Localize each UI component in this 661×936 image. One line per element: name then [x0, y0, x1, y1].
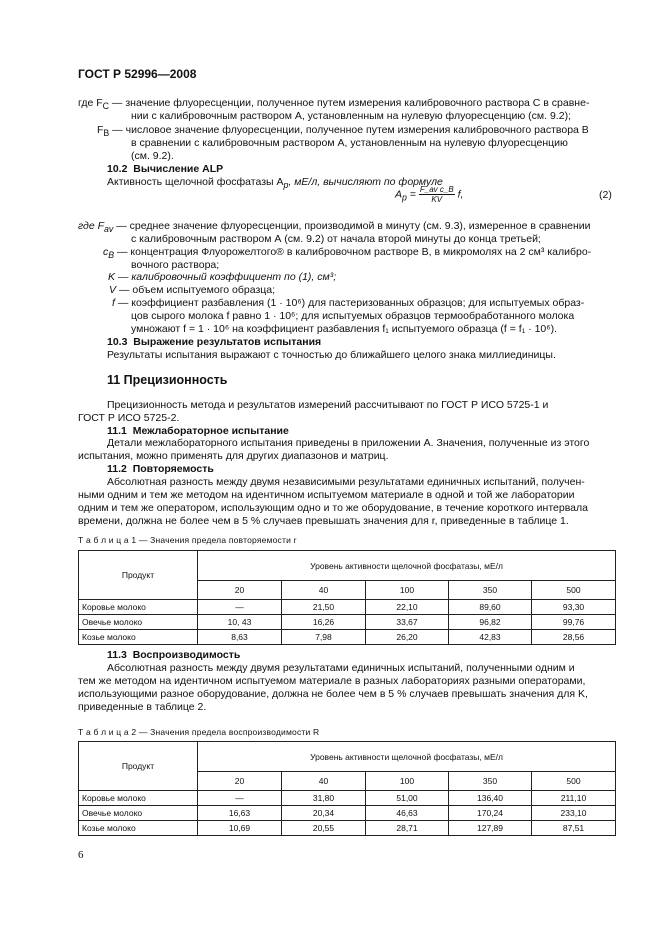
- table-cell: 211,10: [532, 791, 616, 806]
- definition-f-cont: цов сырого молока f равно 1 · 10⁶; для испытуемых образцов термообработанного молока: [131, 310, 575, 322]
- definition-f: f — коэффициент разбавления (1 · 10⁶) для пастеризованных образцов; для испытуемых образ-: [112, 297, 585, 309]
- table-cell: 89,60: [449, 600, 532, 615]
- definition-v: V — объем испытуемого образца;: [109, 284, 276, 296]
- table-cell: 20,34: [282, 806, 366, 821]
- definition-k: K — калибровочный коэффициент по (1), см³;: [108, 271, 337, 283]
- formula-2: $A_p$ = $\frac{\text{F\_av c\_B}}{KV}$ f,: [395, 185, 464, 204]
- table-cell: 28,71: [366, 821, 449, 836]
- table-row: [79, 600, 616, 615]
- table-cell: 31,80: [282, 791, 366, 806]
- section-11-2-text-3: одним и тем же оператором, использующим одно и то же оборудование, в течение короткого интервала: [78, 502, 588, 514]
- table-2-level: 100: [366, 772, 449, 791]
- section-11-2-text-4: времени, должна не более чем в 5 % случаев превышать значения для r, приведенные в таблице 1.: [78, 515, 569, 527]
- section-11-2-text-1: Абсолютная разность между двумя независимыми результатами единичных испытаний, получен-: [107, 476, 585, 488]
- table-row: [79, 791, 616, 806]
- definition-f-cont2: умножают f = 1 · 10⁶ на коэффициент разбавления f₁ испытуемого образца (f = f₁ · 10⁶).: [131, 323, 557, 335]
- table-cell: 16,26: [282, 615, 366, 630]
- table-cell: 51,00: [366, 791, 449, 806]
- table-2-group-header: Уровень активности щелочной фосфатазы, мЕ/л: [198, 742, 616, 772]
- definition-fc-cont: нии с калибровочным раствором А, установленным на нулевую флуоресценцию (см. 9.2);: [131, 110, 571, 122]
- table-cell: 170,24: [449, 806, 532, 821]
- section-11-3-text-4: приведенные в таблице 2.: [78, 701, 207, 713]
- table-1-group-header: Уровень активности щелочной фосфатазы, мЕ/л: [198, 551, 616, 581]
- table-row: [79, 630, 616, 645]
- table-cell: 93,30: [532, 600, 616, 615]
- table-cell-product: Овечье молоко: [79, 615, 198, 630]
- equation-number: (2): [599, 189, 612, 201]
- table-cell: 21,50: [282, 600, 366, 615]
- table-cell: 26,20: [366, 630, 449, 645]
- table-2-caption: Т а б л и ц а 2 — Значения предела воспроизводимости R: [78, 727, 320, 737]
- section-11-3-text-1: Абсолютная разность между двумя результатами единичных испытаний, полученными одним и: [107, 662, 575, 674]
- definition-cb-cont: вочного раствора;: [131, 259, 220, 271]
- table-cell: 136,40: [449, 791, 532, 806]
- page-number: 6: [78, 849, 84, 861]
- table-row: [79, 615, 616, 630]
- table-cell: 28,56: [532, 630, 616, 645]
- table-cell: 16,63: [198, 806, 282, 821]
- table-cell: 46,63: [366, 806, 449, 821]
- table-cell: 96,82: [449, 615, 532, 630]
- definition-fc: где $F_C$ — значение флуоресценции, полученное путем измерения калибровочного раствора C в сравне-: [78, 97, 590, 112]
- section-11-3-heading: 11.3 Воспроизводимость: [107, 649, 241, 661]
- definition-fav-cont: с калибровочным раствором А (см. 9.2) от начала второй минуты до конца третьей;: [131, 233, 541, 245]
- formula-fraction: [419, 185, 455, 204]
- table-cell: 127,89: [449, 821, 532, 836]
- definition-fav: где $F_{av}$ — среднее значение флуоресценции, производимой в минуту (см. 9.3), измеренное в сравнении: [78, 220, 591, 235]
- section-11-1-heading: 11.1 Межлабораторное испытание: [107, 425, 289, 437]
- section-11-3-text-2: тем же методом на идентичном испытуемом материале в разных лабораториях разными операторами,: [78, 675, 586, 687]
- table-2-level: 20: [198, 772, 282, 791]
- section-11-2-text-2: ными одним и тем же методом на идентичном испытуемом материале в одной и той же лаборатории: [78, 489, 575, 501]
- formula-denominator: KV: [431, 195, 443, 204]
- table-cell-product: Козье молоко: [79, 821, 198, 836]
- table-cell: 42,83: [449, 630, 532, 645]
- section-10-3-text: Результаты испытания выражают с точностью до ближайшего целого знака миллиединицы.: [107, 349, 556, 361]
- table-row: [79, 821, 616, 836]
- table-cell-product: Овечье молоко: [79, 806, 198, 821]
- table-cell: 8,63: [198, 630, 282, 645]
- table-cell-product: Козье молоко: [79, 630, 198, 645]
- section-11-text: Прецизионность метода и результатов измерений рассчитывают по ГОСТ Р ИСО 5725-1 и: [107, 399, 549, 411]
- section-10-3-heading: 10.3 Выражение результатов испытания: [107, 336, 322, 348]
- table-1: [78, 550, 616, 645]
- section-11-3-text-3: использующими разное оборудование, должна не более чем в 5 % случаев превышать значения для K,: [78, 688, 588, 700]
- table-cell: 20,55: [282, 821, 366, 836]
- definition-fb-cont2: (см. 9.2).: [131, 150, 174, 162]
- section-10-2-text: Активность щелочной фосфатазы $A_p$, мЕ/л, вычисляют по формуле: [107, 176, 443, 191]
- section-11-1-text: Детали межлабораторного испытания приведены в приложении А. Значения, полученные из этого: [107, 437, 590, 449]
- table-2-product-header: Продукт: [79, 742, 198, 791]
- table-cell: 7,98: [282, 630, 366, 645]
- definition-fb: $F_B$ — числовое значение флуоресценции, полученное путем измерения калибровочного раствора B: [97, 124, 589, 139]
- section-11-1-text-cont: испытания, можно применять для других диапазонов и матриц.: [78, 450, 389, 462]
- section-10-2-heading: 10.2 Вычисление ALP: [107, 163, 224, 175]
- table-1-level: 500: [532, 581, 616, 600]
- table-cell: 22,10: [366, 600, 449, 615]
- table-cell: 99,76: [532, 615, 616, 630]
- table-1-product-header: Продукт: [79, 551, 198, 600]
- table-cell-product: Коровье молоко: [79, 600, 198, 615]
- table-1-level: 40: [282, 581, 366, 600]
- table-cell: 10, 43: [198, 615, 282, 630]
- table-1-level: 100: [366, 581, 449, 600]
- table-1-level: 20: [198, 581, 282, 600]
- table-1-level: 350: [449, 581, 532, 600]
- section-11-2-heading: 11.2 Повторяемость: [107, 463, 214, 475]
- table-cell: 87,51: [532, 821, 616, 836]
- definition-fb-cont: в сравнении с калибровочным раствором А, установленным на нулевую флуоресценцию: [131, 137, 568, 149]
- table-cell: —: [198, 600, 282, 615]
- table-2-level: 40: [282, 772, 366, 791]
- definition-cb: $c_B$ — концентрация Флуорожелтого® в калибровочном растворе В, в микромолях на 2 см³ калибро-: [103, 246, 592, 261]
- table-cell: 233,10: [532, 806, 616, 821]
- section-11-heading: 11 Прецизионность: [107, 373, 228, 387]
- table-cell: 33,67: [366, 615, 449, 630]
- table-cell: 10,69: [198, 821, 282, 836]
- table-1-caption: Т а б л и ц а 1 — Значения предела повторяемости r: [78, 535, 297, 545]
- table-2: [78, 741, 616, 836]
- table-row: [79, 806, 616, 821]
- table-cell-product: Коровье молоко: [79, 791, 198, 806]
- standard-header: ГОСТ Р 52996—2008: [78, 67, 197, 81]
- table-cell: —: [198, 791, 282, 806]
- table-2-level: 350: [449, 772, 532, 791]
- section-11-text-cont: ГОСТ Р ИСО 5725-2.: [78, 412, 180, 424]
- formula-numerator: F_av c_B: [419, 185, 454, 194]
- table-2-level: 500: [532, 772, 616, 791]
